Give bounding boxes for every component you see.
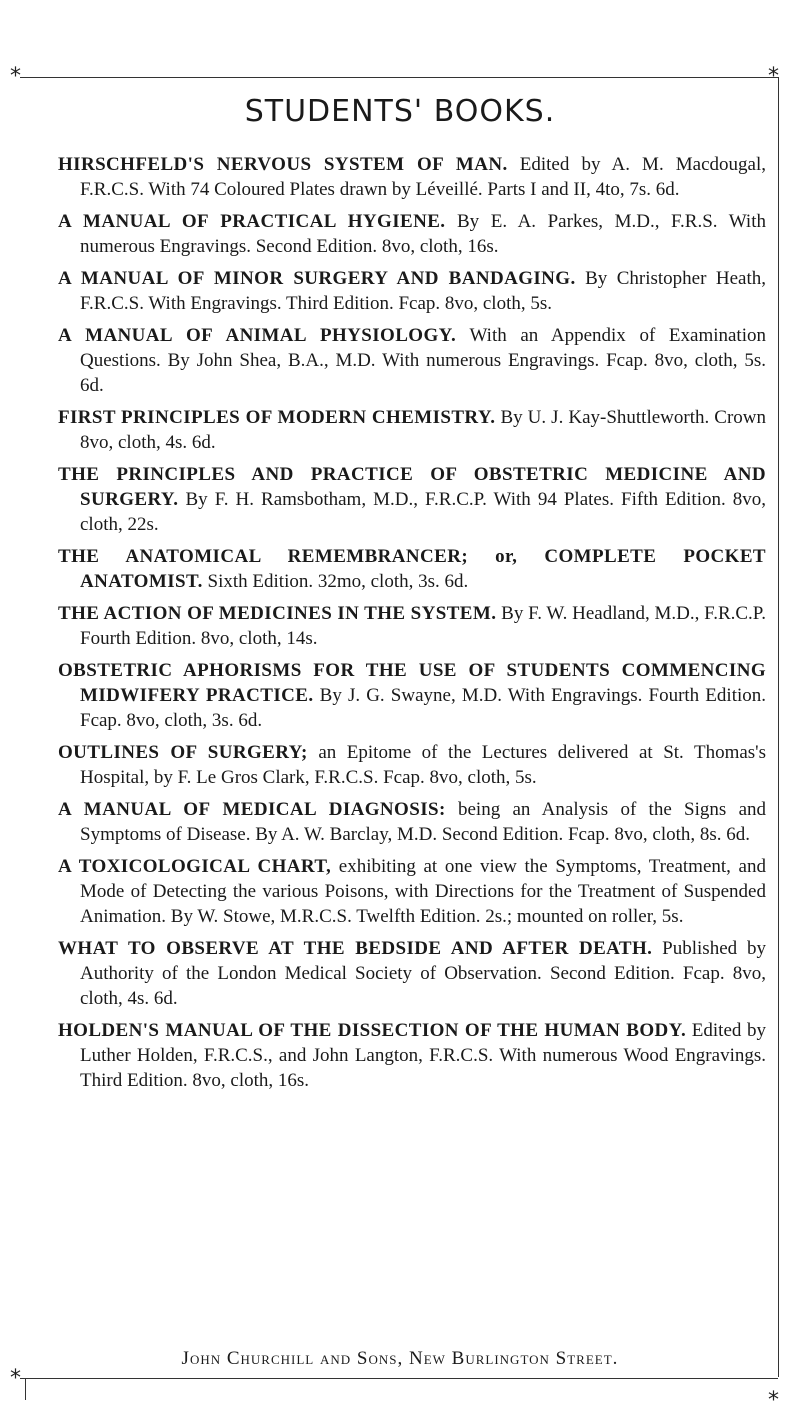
book-title: THE ANATOMICAL REMEMBRANCER; or, COMPLETE POCKET ANATOMIST. (58, 546, 766, 592)
book-entry (58, 1018, 766, 1093)
bottom-border-rule (20, 1378, 778, 1379)
asterisk-ornament-icon: * (10, 64, 21, 89)
book-entry (58, 152, 766, 202)
book-title: A MANUAL OF MEDICAL DIAGNOSIS: (58, 799, 446, 820)
book-entry (58, 544, 766, 594)
book-title: A MANUAL OF MINOR SURGERY AND BANDAGING. (58, 268, 576, 289)
book-title: OBSTETRIC APHORISMS FOR THE USE OF STUDENTS COMMENCING MIDWIFERY PRACTICE. (58, 660, 766, 706)
book-title: THE PRINCIPLES AND PRACTICE OF OBSTETRIC MEDICINE AND SURGERY. (58, 464, 766, 510)
asterisk-ornament-icon: * (768, 1388, 779, 1413)
book-entry (58, 658, 766, 733)
book-title: OUTLINES OF SURGERY; (58, 742, 308, 763)
book-title: THE ACTION OF MEDICINES IN THE SYSTEM. (58, 603, 497, 624)
book-entry (58, 740, 766, 790)
left-border-rule (25, 1378, 26, 1400)
book-description: Published by Authority of the London Medical Society of Observation. Second Edition. Fcap. 8vo, cloth, 4s. 6d. (80, 938, 766, 1009)
page-title: STUDENTS' BOOKS. (244, 94, 556, 129)
book-title: FIRST PRINCIPLES OF MODERN CHEMISTRY. (58, 407, 496, 428)
book-description: Sixth Edition. 32mo, cloth, 3s. 6d. (207, 571, 469, 592)
book-description: Edited by A. M. Macdougal, F.R.C.S. With 74 Coloured Plates drawn by Léveillé. Parts I and II, 4to, 7s. 6d. (80, 154, 767, 200)
book-title: WHAT TO OBSERVE AT THE BEDSIDE AND AFTER DEATH. (58, 938, 653, 959)
book-entry (58, 209, 766, 259)
book-title: A MANUAL OF ANIMAL PHYSIOLOGY. (58, 325, 457, 346)
book-entry (58, 405, 766, 455)
book-entry (58, 323, 766, 398)
book-description: By F. W. Headland, M.D., F.R.C.P. Fourth Edition. 8vo, cloth, 14s. (80, 603, 767, 649)
book-title: HOLDEN'S MANUAL OF THE DISSECTION OF THE HUMAN BODY. (58, 1020, 687, 1041)
book-description: By F. H. Ramsbotham, M.D., F.R.C.P. With 94 Plates. Fifth Edition. 8vo, cloth, 22s. (80, 489, 767, 535)
book-entry (58, 462, 766, 537)
book-entry (58, 601, 766, 651)
book-entry (58, 854, 766, 929)
book-description: an Epitome of the Lectures delivered at St. Thomas's Hospital, by F. Le Gros Clark, F.R.C.S. Fcap. 8vo, cloth, 5s. (80, 742, 767, 788)
book-description: With an Appendix of Examination Questions. By John Shea, B.A., M.D. With numerous Engravings. Fcap. 8vo, cloth, 5s. 6d. (80, 325, 766, 396)
asterisk-ornament-icon: * (768, 64, 779, 89)
publisher-imprint: John Churchill and Sons, New Burlington Street. (181, 1348, 619, 1369)
book-description: By E. A. Parkes, M.D., F.R.S. With numerous Engravings. Second Edition. 8vo, cloth, 16s. (80, 211, 766, 257)
book-description: exhibiting at one view the Symptoms, Treatment, and Mode of Detecting the various Poisons, with Directions for the Treatment of Suspended Animation. By W. Stowe, M.R.C.S. Twelfth Edition. 2s.; mounted on roller, 5s. (80, 856, 766, 927)
book-description: By J. G. Swayne, M.D. With Engravings. Fourth Edition. Fcap. 8vo, cloth, 3s. 6d. (80, 685, 767, 731)
book-description: being an Analysis of the Signs and Symptoms of Disease. By A. W. Barclay, M.D. Second Edition. Fcap. 8vo, cloth, 8s. 6d. (80, 799, 767, 845)
book-entry (58, 797, 766, 847)
book-title: A TOXICOLOGICAL CHART, (58, 856, 332, 877)
book-title: A MANUAL OF PRACTICAL HYGIENE. (58, 211, 446, 232)
book-entry (58, 266, 766, 316)
book-description: By U. J. Kay-Shuttleworth. Crown 8vo, cloth, 4s. 6d. (80, 407, 767, 453)
book-list (58, 152, 766, 1100)
book-description: Edited by Luther Holden, F.R.C.S., and John Langton, F.R.C.S. With numerous Wood Engravings. Third Edition. 8vo, cloth, 16s. (80, 1020, 766, 1091)
book-entry (58, 936, 766, 1011)
asterisk-ornament-icon: * (10, 1366, 21, 1391)
right-border-rule (778, 77, 779, 1377)
book-title: HIRSCHFELD'S NERVOUS SYSTEM OF MAN. (58, 154, 508, 175)
top-border-rule (20, 77, 778, 78)
book-description: By Christopher Heath, F.R.C.S. With Engravings. Third Edition. Fcap. 8vo, cloth, 5s. (80, 268, 766, 314)
